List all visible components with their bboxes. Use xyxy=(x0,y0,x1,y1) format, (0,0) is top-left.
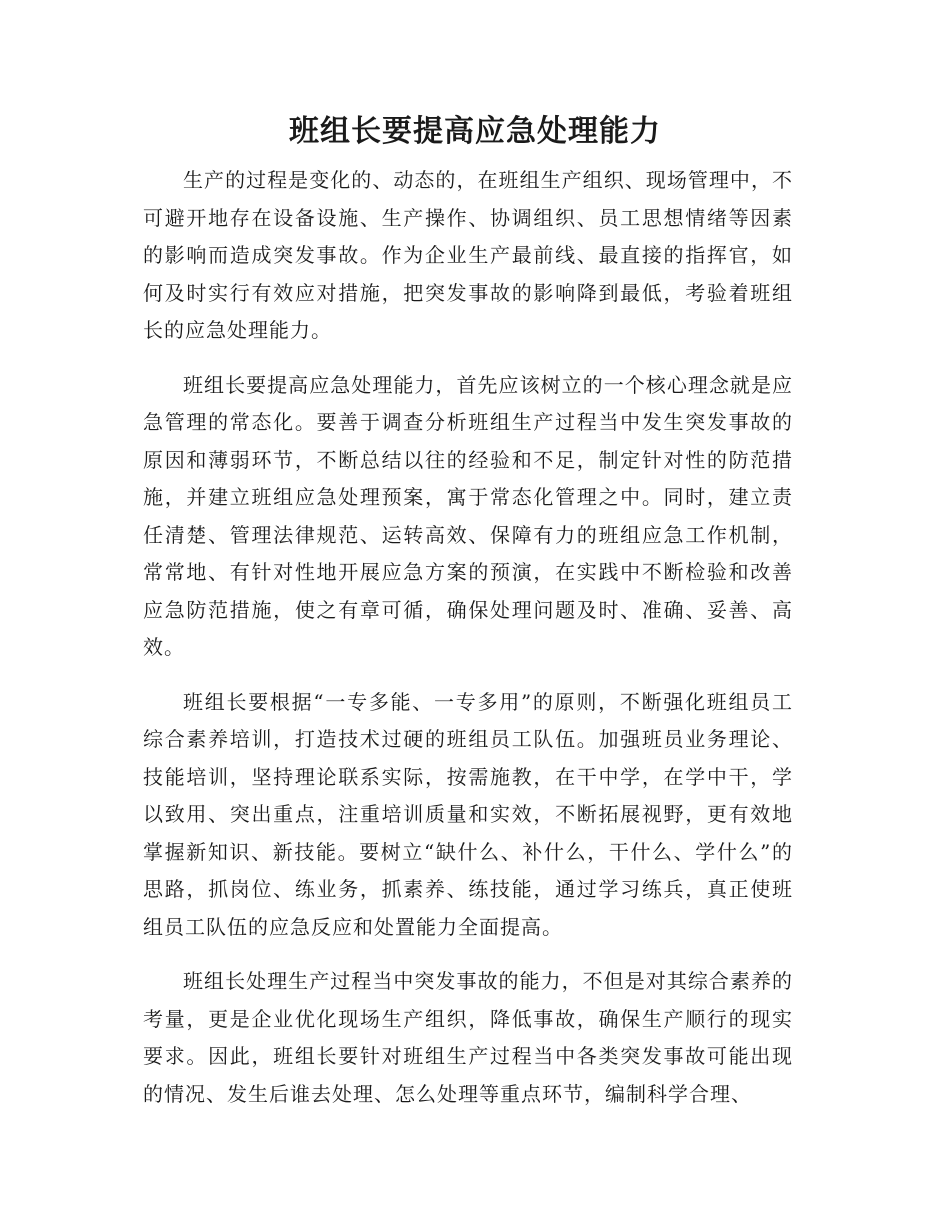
document-title: 班组长要提高应急处理能力 xyxy=(289,114,661,149)
paragraph: 班组长要提高应急处理能力，首先应该树立的一个核心理念就是应急管理的常态化。要善于调查分析班组生产过程当中发生突发事故的原因和薄弱环节，不断总结以往的经验和不足，制定针对性的防范措施，并建立班组应急处理预案，寓于常态化管理之中。同时，建立责任清楚、管理法律规范、运转高效、保障有力的班组应急工作机制，常常地、有针对性地开展应急方案的预演，在实践中不断检验和改善应急防范措施，使之有章可循，确保处理问题及时、准确、妥善、高效。 xyxy=(143,372,793,659)
paragraph: 班组长处理生产过程当中突发事故的能力，不但是对其综合素养的考量，更是企业优化现场生产组织，降低事故，确保生产顺行的现实要求。因此，班组长要针对班组生产过程当中各类突发事故可能出现的情况、发生后谁去处理、怎么处理等重点环节，编制科学合理、 xyxy=(143,969,793,1106)
paragraph: 生产的过程是变化的、动态的，在班组生产组织、现场管理中，不可避开地存在设备设施、生产操作、协调组织、员工思想情绪等因素的影响而造成突发事故。作为企业生产最前线、最直接的指挥官，如何及时实行有效应对措施，把突发事故的影响降到最低，考验着班组长的应急处理能力。 xyxy=(143,168,793,342)
document-body xyxy=(143,162,793,1130)
paragraph: 班组长要根据“一专多能、一专多用”的原则，不断强化班组员工综合素养培训，打造技术过硬的班组员工队伍。加强班员业务理论、技能培训，坚持理论联系实际，按需施教，在干中学，在学中干，学以致用、突出重点，注重培训质量和实效，不断拓展视野，更有效地掌握新知识、新技能。要树立“缺什么、补什么，干什么、学什么”的思路，抓岗位、练业务，抓素养、练技能，通过学习练兵，真正使班组员工队伍的应急反应和处置能力全面提高。 xyxy=(143,689,793,939)
